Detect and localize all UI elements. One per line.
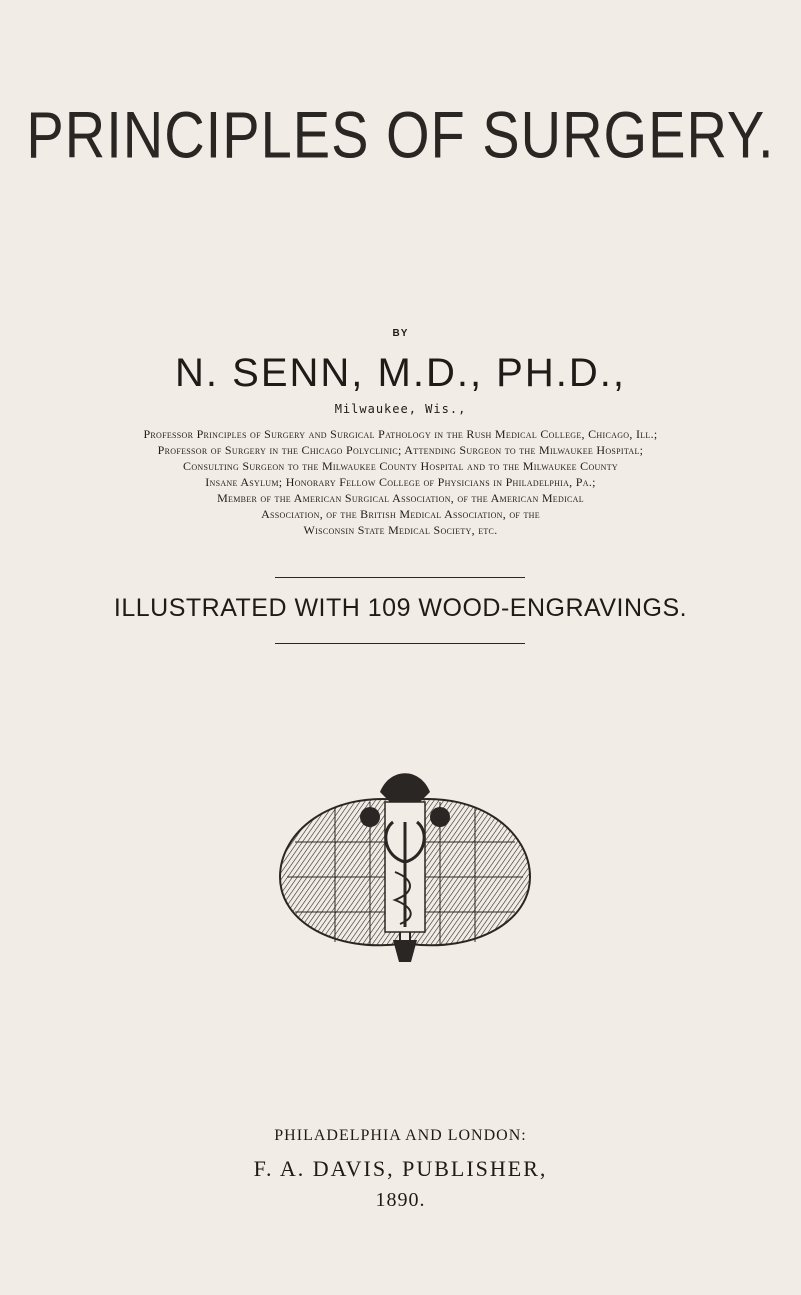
book-title: PRINCIPLES OF SURGERY. (26, 97, 775, 172)
top-rule (275, 577, 525, 578)
publisher-name: F. A. DAVIS, PUBLISHER, (253, 1156, 548, 1181)
credential-line: Wisconsin State Medical Society, etc. (303, 523, 498, 537)
publisher-place: PHILADELPHIA AND LONDON: (274, 1127, 527, 1144)
illustration-note: ILLUSTRATED WITH 109 WOOD-ENGRAVINGS. (113, 594, 688, 622)
credential-line: Consulting Surgeon to the Milwaukee County Hospital and to the Milwaukee County (183, 459, 618, 473)
publication-year: 1890. (375, 1189, 426, 1211)
credential-line: Member of the American Surgical Association, of the American Medical (217, 491, 584, 505)
credential-line: Professor of Surgery in the Chicago Polyclinic; Attending Surgeon to the Milwaukee Hospital; (157, 443, 644, 457)
author-name: N. SENN, M.D., PH.D., (175, 351, 626, 395)
author-credentials (40, 426, 761, 538)
bottom-rule (275, 643, 525, 644)
credential-line: Insane Asylum; Honorary Fellow College of Physicians in Philadelphia, Pa.; (205, 475, 596, 489)
publisher-emblem-icon (275, 762, 535, 972)
credential-line: Professor Principles of Surgery and Surgical Pathology in the Rush Medical College, Chicago, Ill.; (143, 427, 658, 441)
author-location: Milwaukee, Wis., (334, 402, 467, 416)
by-label: BY (392, 328, 409, 339)
credential-line: Association, of the British Medical Association, of the (261, 507, 540, 521)
